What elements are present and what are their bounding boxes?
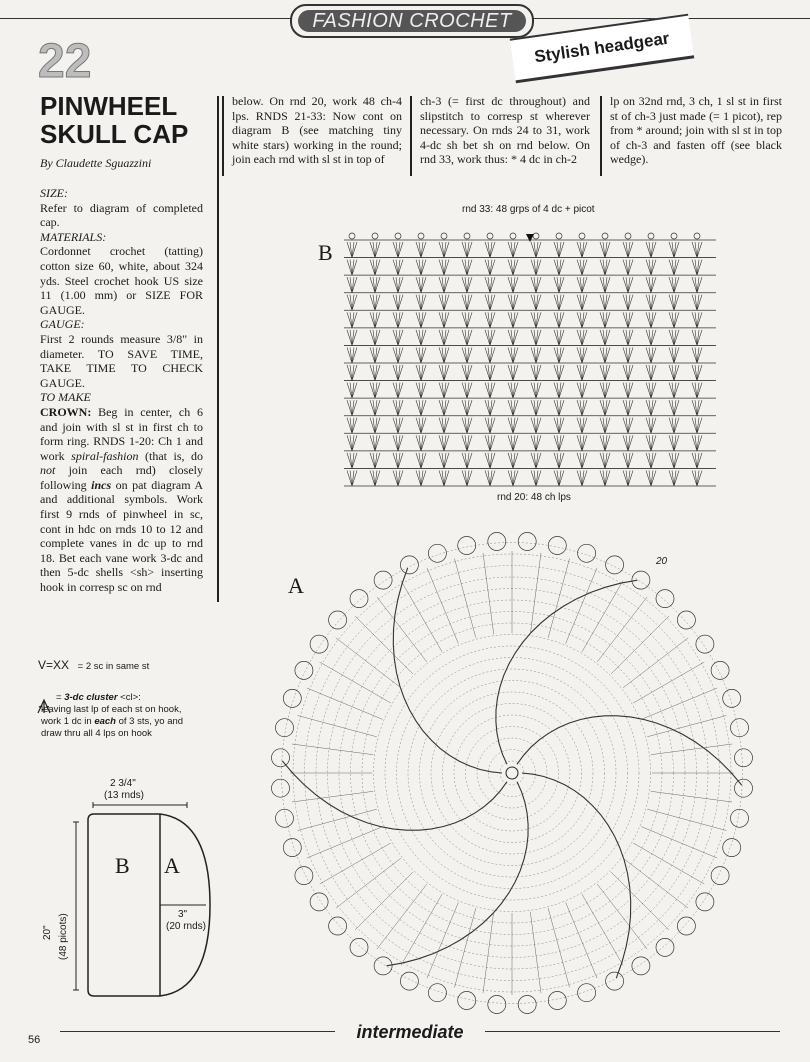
schematic-a: A bbox=[164, 853, 180, 878]
size-heading: SIZE: bbox=[40, 186, 68, 200]
legend-cluster-name: 3-dc cluster bbox=[64, 692, 118, 703]
schematic-radius-label: 3" bbox=[178, 909, 188, 920]
crown-text-2: (that is, do bbox=[138, 448, 203, 463]
category-tag: Stylish headgear bbox=[510, 14, 695, 84]
sidebar-rule bbox=[217, 96, 219, 602]
diagram-a-chart bbox=[262, 515, 762, 1015]
schematic-height-label: 20" bbox=[42, 925, 53, 940]
crown-label: CROWN: bbox=[40, 404, 92, 419]
diagram-b-chart bbox=[336, 224, 726, 494]
column-rule-1 bbox=[222, 96, 224, 176]
schematic-height-picots: (48 picots) bbox=[58, 913, 69, 960]
crown-text-3: join each rnd) closely following bbox=[40, 463, 203, 492]
gauge-heading: GAUGE: bbox=[40, 317, 85, 332]
legend-cluster bbox=[56, 692, 226, 704]
legend-cluster-desc bbox=[41, 704, 226, 740]
schematic-b: B bbox=[115, 853, 130, 878]
legend-cluster-line-1: leaving last lp of each st on hook, bbox=[41, 704, 182, 715]
crown-instructions bbox=[40, 405, 203, 595]
crown-incs: incs bbox=[91, 477, 112, 492]
title-line-2: SKULL CAP bbox=[40, 119, 189, 149]
crown-text-4: on pat diagram A and additional symbols. Work first 9 rnds of pinwheel in sc, cont in hdc on rnds 10 to 12 and complete vanes in dc up to rnd 18. Bet each vane work 3-dc and then 5-dc shells <sh> inserting hook in corresp sc on rnd bbox=[40, 477, 203, 595]
diagram-b-top-label: rnd 33: 48 grps of 4 dc + picot bbox=[462, 204, 595, 215]
column-rule-3 bbox=[600, 96, 602, 176]
column-rule-2 bbox=[410, 96, 412, 176]
materials-text: Cordonnet crochet (tatting) cotton size 60, white, about 324 yds. Steel crochet hook US size 11 (1.00 mm) or SIZE FOR GAUGE. bbox=[40, 244, 203, 317]
schematic-radius-rnds: (20 rnds) bbox=[166, 921, 207, 932]
legend-cluster-line-3: draw thru all 4 lps on hook bbox=[41, 728, 152, 739]
diagram-b-bottom-label: rnd 20: 48 ch lps bbox=[497, 492, 571, 503]
legend-cluster-line-2b: of 3 sts, yo and bbox=[115, 716, 184, 727]
schematic-width-rnds: (13 rnds) bbox=[104, 790, 145, 801]
legend-cluster-line-2a: work 1 dc in bbox=[41, 716, 95, 727]
legend-cluster-prefix: = bbox=[56, 692, 65, 703]
crown-spiral: spiral-fashion bbox=[71, 448, 139, 463]
diagram-b-label: B bbox=[318, 240, 333, 265]
diagram-a-label: A bbox=[288, 573, 304, 598]
legend-cluster-each: each bbox=[94, 716, 116, 727]
schematic-width-label: 2 3/4" bbox=[110, 778, 136, 789]
legend-2sc bbox=[38, 659, 149, 673]
pattern-number: 22 bbox=[38, 35, 92, 88]
byline: By Claudette Sguazzini bbox=[40, 156, 152, 170]
column-1-text: below. On rnd 20, work 48 ch-4 lps. RNDS 21-33: Now cont on diagram B (see matching tiny white stars) working in the round; join each rnd with sl st in top of bbox=[232, 94, 402, 167]
title-line-1: PINWHEEL bbox=[40, 91, 178, 121]
column-2-text: ch-3 (= first dc throughout) and slipstitch to corresp st wherever necessary. On rnds 24 to 31, work 4-dc sh bet sh on rnd below. On rnd 33, work thus: * 4 dc in ch-2 bbox=[420, 94, 590, 167]
materials-heading: MATERIALS: bbox=[40, 229, 107, 244]
section-title: FASHION CROCHET bbox=[298, 10, 526, 32]
legend-2sc-text: = 2 sc in same st bbox=[77, 661, 150, 672]
size-text: Refer to diagram of completed cap. bbox=[40, 200, 203, 230]
page-number: 56 bbox=[28, 1034, 41, 1046]
pattern-title bbox=[40, 92, 220, 148]
skill-level-badge: intermediate bbox=[335, 1021, 485, 1043]
section-banner bbox=[290, 4, 534, 38]
schematic-drawing bbox=[40, 800, 220, 1020]
legend-cluster-abbr: <cl>: bbox=[117, 692, 141, 703]
sidebar-instructions bbox=[40, 186, 203, 595]
crown-text-1: Beg in center, ch 6 and join with sl st in first ch to form ring. RNDS 1-20: Ch 1 and work bbox=[40, 404, 203, 463]
to-make-heading: TO MAKE bbox=[40, 390, 91, 405]
gauge-text: First 2 rounds measure 3/8" in diameter. TO SAVE TIME, TAKE TIME TO CHECK GAUGE. bbox=[40, 331, 203, 390]
crown-not: not bbox=[40, 463, 56, 478]
legend-2sc-symbol: V=XX bbox=[38, 658, 70, 672]
diagram-a-rnd-label: 20 bbox=[656, 556, 668, 567]
column-3-text: lp on 32nd rnd, 3 ch, 1 sl st in first st of ch-3 just made (= 1 picot), rep from * around; join with sl st in top of ch-3 and fasten off (see black wedge). bbox=[610, 94, 782, 167]
